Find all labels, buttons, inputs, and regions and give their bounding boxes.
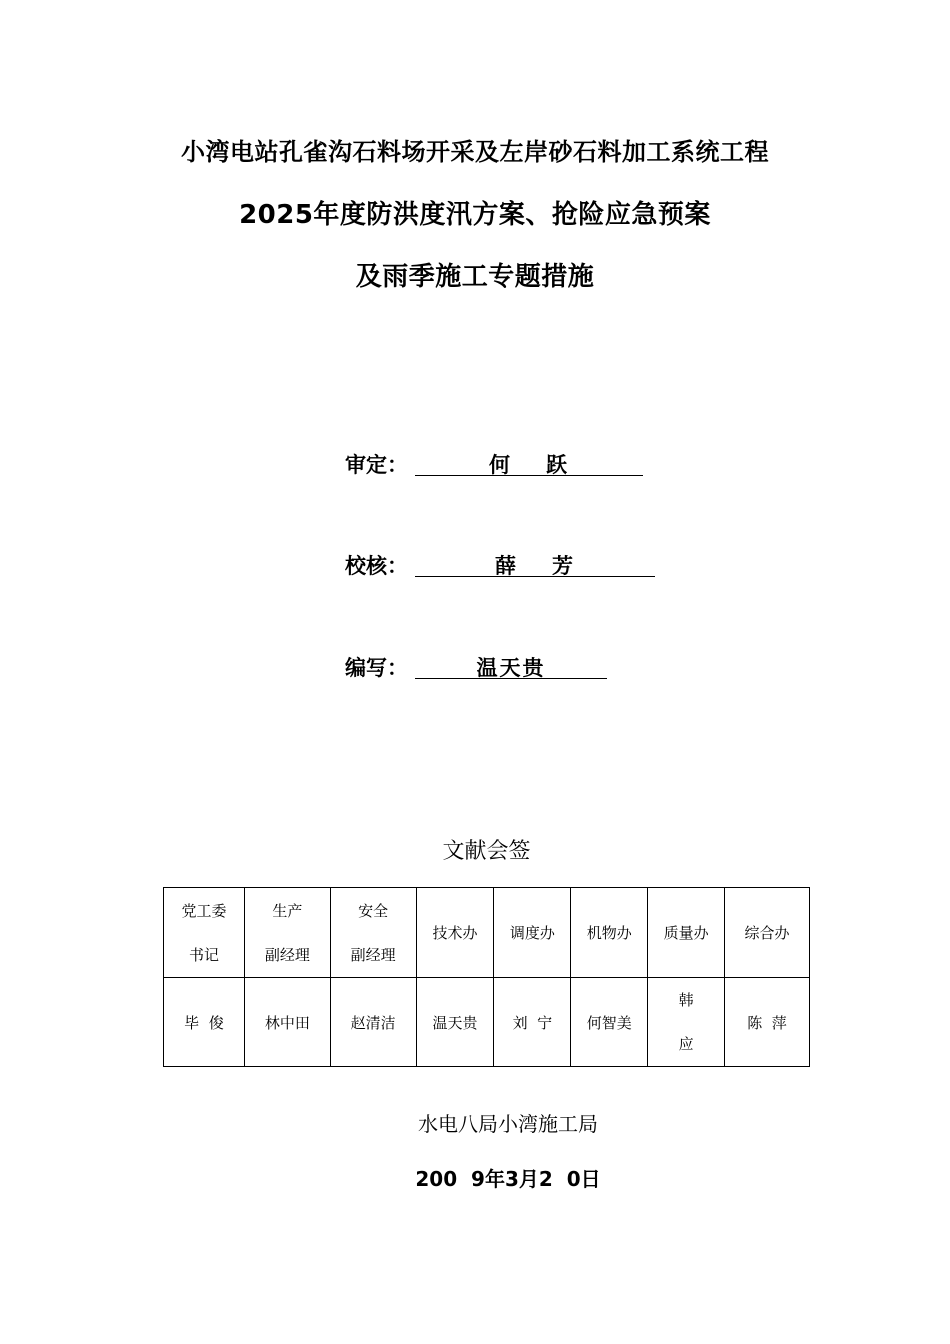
table-header-cell: 生产 副经理	[244, 888, 330, 978]
table-cell: 赵清洁	[330, 978, 416, 1067]
title-line-3: 及雨季施工专题措施	[355, 262, 595, 292]
signature-name-part: 薛	[495, 554, 518, 578]
table-header-cell: 综合办	[725, 888, 810, 978]
signature-author	[345, 652, 546, 682]
signature-name: 温天贵	[476, 656, 546, 680]
table-cell: 温天贵	[416, 978, 494, 1067]
footer-organization: 水电八局小湾施工局	[418, 1112, 598, 1136]
table-cell: 陈 萍	[725, 978, 810, 1067]
table-cell: 何智美	[571, 978, 648, 1067]
countersign-heading: 文献会签	[442, 839, 531, 864]
signature-name-part: 芳	[552, 554, 575, 578]
table-cell: 韩 应	[648, 978, 725, 1067]
table-header-cell: 机物办	[571, 888, 648, 978]
table-header-cell: 安全 副经理	[330, 888, 416, 978]
signature-name-part: 何	[489, 453, 512, 477]
signature-label: 审定：	[345, 453, 408, 477]
signature-review	[345, 550, 575, 580]
title-line-2: 2025年度防洪度汛方案、抢险应急预案	[239, 200, 711, 230]
signature-approve	[345, 449, 569, 479]
signature-line	[415, 449, 643, 476]
signature-name-part: 跃	[546, 453, 569, 477]
table-cell: 刘 宁	[494, 978, 571, 1067]
signature-label: 校核：	[345, 554, 408, 578]
table-row	[164, 978, 810, 1067]
footer-date: 200 9年3月2 0日	[415, 1167, 601, 1191]
signature-label: 编写：	[345, 656, 408, 680]
table-header-row	[164, 888, 810, 978]
table-header-cell: 质量办	[648, 888, 725, 978]
signature-line	[415, 652, 607, 679]
countersign-table	[163, 887, 810, 1067]
title-line-1: 小湾电站孔雀沟石料场开采及左岸砂石料加工系统工程	[181, 138, 769, 166]
signature-line	[415, 550, 655, 577]
table-header-cell: 调度办	[494, 888, 571, 978]
table-cell: 毕 俊	[164, 978, 245, 1067]
table-header-cell: 党工委 书记	[164, 888, 245, 978]
table-cell: 林中田	[244, 978, 330, 1067]
table-header-cell: 技术办	[416, 888, 494, 978]
